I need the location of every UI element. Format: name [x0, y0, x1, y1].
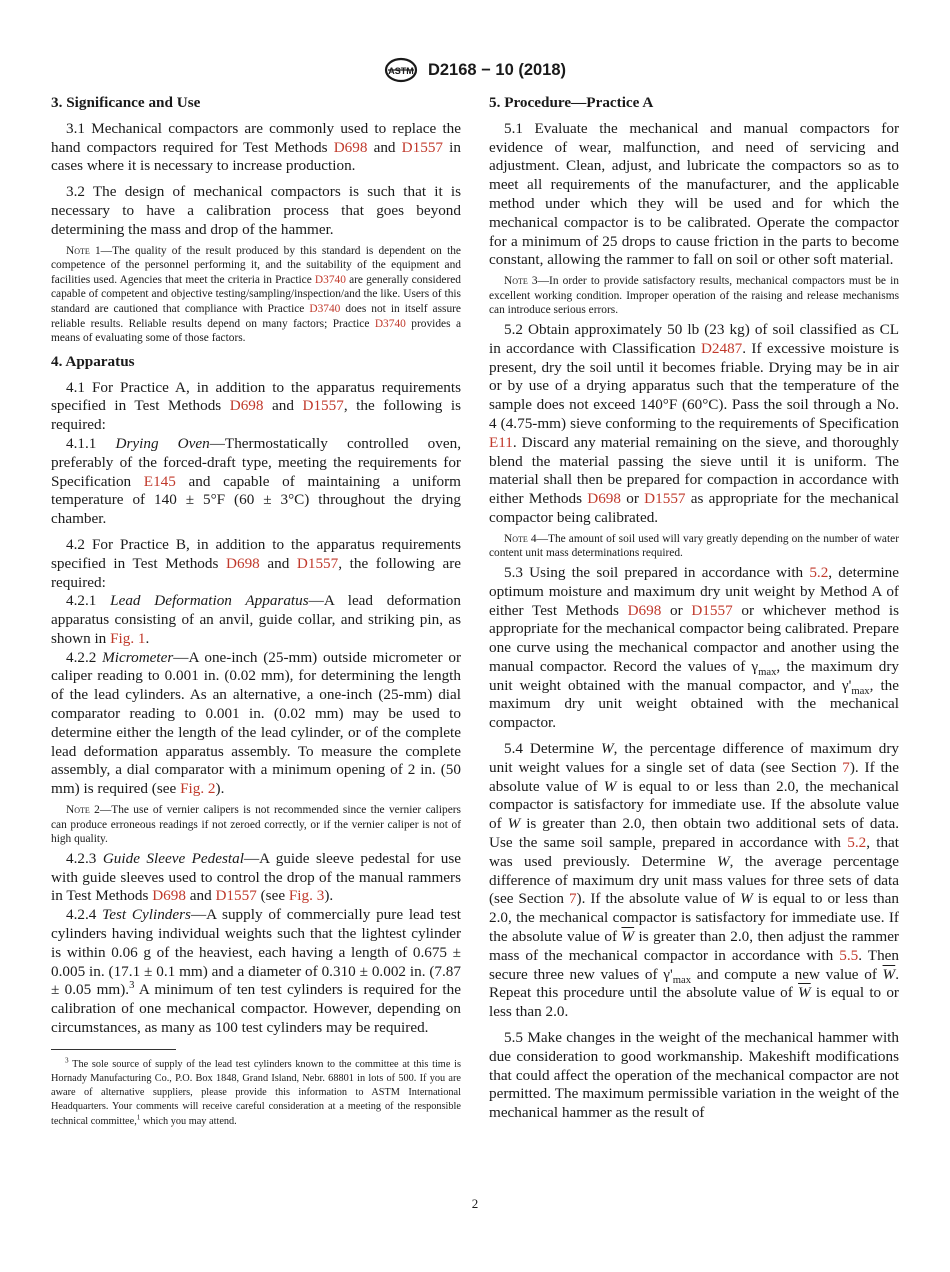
section-4-heading: 4. Apparatus: [51, 352, 135, 370]
ref-d698[interactable]: D698: [229, 397, 264, 415]
ref-fig-2[interactable]: Fig. 2: [180, 780, 216, 798]
ref-d3740[interactable]: D3740: [309, 302, 341, 315]
para-3-2: 3.2 The design of mechanical compactors is such that it is necessary to have a calibration process that goes beyond determining the mass and drop of the hammer.: [51, 183, 461, 238]
footnote-3: $^3$ The sole source of supply of the lead test cylinders known to the committee at this time is Hornady Manufacturing Co., P.O. Box 1848, Grand Island, Nebr. 68801 in lots of 500. If you are aware of alternative suppliers, please provide this information to ASTM International Headquarters. Your comments will receive careful consideration at a meeting of the responsible technical committee,$^1$ which you may attend.: [51, 1056, 461, 1127]
logo-text: ASTM: [388, 66, 414, 76]
footnote-ref-3: 3: [129, 980, 135, 992]
para-5-1: 5.1 Evaluate the mechanical and manual compactors for evidence of wear, malfunction, and need of servicing and adjustment. Clean, adjust, and lubricate the compactors so as to meet all requirements of the manufacturer, and the applicable method under which they will be used and for which the mechanical compactor is to be calibrated. Operate the compactor for a minimum of 25 drops to cause friction in the parts to become constant, allowing the rammer to fall on soil or other soft material.: [489, 119, 899, 269]
ref-d698[interactable]: D698: [226, 554, 260, 572]
para-4-2-1: 4.2.1 Lead Deformation Apparatus—A lead deformation apparatus consisting of an anvil, guide collar, and striking pin, as shown in Fig. 1.: [51, 592, 461, 647]
para-4-2-4: 4.2.4 Test Cylinders—A supply of commercially pure lead test cylinders having individual weights such that the lightest cylinder is within 0.06 g of the heaviest, each having a length of 0.675 ± 0.005 in. (17.1 ± 0.1 mm) and a diameter of 0.310 ± 0.002 in. (7.87 ± 0.05 mm).$^3$ A minimum of ten test cylinders is required for the calibration of one mechanical compactor. However, depending on circumstances, as many as 100 test cylinders may be required.: [51, 906, 462, 1037]
para-5-4: 5.4 Determine W, the percentage difference of maximum dry unit weight values for a single set of data (see Section 7). If the absolute value of W is equal to or less than 2.0, the mechanical compactor is satisfactory for immediate use. If the absolute value of W is greater than 2.0, then obtain two additional sets of data. Use the same soil sample, prepared in accordance with 5.2, that was used previously. Determine W, the average percentage difference of maximum dry unit mass values for three sets of data (see Section 7). If the absolute value of W is equal to or less than 2.0, the mechanical compactor is satisfactory for immediate use. If the absolute value of $\overline{W}$ is greater than 2.0, then adjust the rammer mass of the mechanical compactor in accordance with 5.5. Then secure three new values of $\gamma'_{max}$ and compute a new value of $\overline{W}$. Repeat this procedure until the absolute value of $\overline{W}$ is equal to or less than 2.0.: [489, 740, 900, 1021]
standard-designation: D2168 − 10 (2018): [427, 60, 567, 79]
page-number: 2: [471, 1196, 479, 1211]
ref-d1557[interactable]: D1557: [691, 601, 733, 619]
note-3: Note 3—In order to provide satisfactory results, mechanical compactors must be in excellent working condition. Improper operation of the raising and release mechanisms can introduce serious errors.: [489, 275, 899, 317]
ref-d698[interactable]: D698: [152, 887, 186, 905]
ref-d698[interactable]: D698: [587, 490, 621, 508]
para-4-2-3: 4.2.3 Guide Sleeve Pedestal—A guide sleeve pedestal for use with guide sleeves used to control the drop of the manual rammers in Test Methods D698 and D1557 (see Fig. 3).: [51, 849, 461, 905]
ref-section-5-2[interactable]: 5.2: [847, 834, 867, 852]
para-4-2-2: 4.2.2 Micrometer—A one-inch (25-mm) outside micrometer or caliper reading to 0.001 in. (0.02 mm), for determining the length of the lead cylinders. As an alternative, a one-inch (25-mm) dial comparator reading to 0.001 in. (0.02 mm) may be used to determine either the length of the lead cylinder, or of the complete lead deformation apparatus assembly. To measure the complete assembly, a dial comparator with a minimum opening of 2 in. (50 mm) is required (see Fig. 2).: [51, 648, 462, 798]
ref-fig-1[interactable]: Fig. 1: [110, 629, 146, 647]
ref-d698[interactable]: D698: [333, 138, 368, 156]
section-5-heading: 5. Procedure—Practice A: [489, 94, 654, 111]
ref-e145[interactable]: E145: [143, 472, 176, 490]
para-5-5: 5.5 Make changes in the weight of the mechanical hammer with due consideration to good workmanship. Makeshift modifications that could affect the operation of the mechanical compactor are not permitted. The maximum permissible variation in the weight of the mechanical hammer as the result of: [489, 1029, 899, 1122]
ref-fig-3[interactable]: Fig. 3: [288, 887, 325, 905]
ref-d1557[interactable]: D1557: [215, 887, 257, 905]
para-3-1: 3.1 Mechanical compactors are commonly used to replace the hand compactors required for Test Methods D698 and D1557 in cases where it is necessary to increase production.: [51, 119, 461, 175]
ref-d1557[interactable]: D1557: [296, 554, 339, 572]
ref-d3740[interactable]: D3740: [374, 317, 406, 330]
note-1: Note 1—The quality of the result produced by this standard is dependent on the competence of the personnel performing it, and the suitability of the equipment and facilities used. Agencies that meet the criteria in Practice D3740 are generally considered capable of competent and objective testing/sampling/inspection/and the like. Users of this standard are cautioned that compliance with Practice D3740 does not in itself assure reliable results. Reliable results depend on many factors; Practice D3740 provides a means of evaluating some of those factors.: [51, 244, 462, 345]
para-5-3: 5.3 Using the soil prepared in accordance with 5.2, determine optimum moisture and maximum dry unit weight by Method A of either Test Methods D698 or D1557 or whichever method is appropriate for the mechanical compactor being calibrated. Prepare one curve using the mechanical compactor and another using the manual compactor. Record the values of $\gamma_{max}$, the maximum dry unit weight obtained with the manual compactor, and $\gamma'_{max}$, the maximum dry unit weight obtained with the mechanical compactor.: [489, 563, 900, 732]
ref-d1557[interactable]: D1557: [302, 397, 344, 415]
ref-d2487[interactable]: D2487: [700, 339, 743, 357]
ref-section-5-5[interactable]: 5.5: [839, 946, 859, 964]
ref-d1557[interactable]: D1557: [401, 138, 444, 156]
ref-section-7[interactable]: 7: [568, 890, 577, 908]
note-4: Note 4—The amount of soil used will vary greatly depending on the number of water content unit mass determinations required.: [489, 532, 900, 560]
ref-section-7[interactable]: 7: [842, 758, 850, 776]
right-column: [489, 94, 899, 1123]
para-5-2: 5.2 Obtain approximately 50 lb (23 kg) of soil classified as CL in accordance with Classification D2487. If excessive moisture is present, dry the soil until it becomes friable. Drying may be in air or by use of a drying apparatus such that the temperature of the sample does not exceed 140°F (60°C). Pass the soil through a No. 4 (4.75-mm) sieve conforming to the requirements of Specification E11. Discard any material remaining on the sieve, and thoroughly blend the material passing the sieve until it is uniform. The material shall then be prepared for compaction in accordance with either Methods D698 or D1557 as appropriate for the mechanical compactor being calibrated.: [489, 320, 900, 526]
section-3-heading: 3. Significance and Use: [51, 94, 201, 111]
footnote-divider: [51, 1049, 176, 1050]
ref-d698[interactable]: D698: [627, 601, 662, 619]
left-column: [51, 94, 461, 1129]
page-header: [0, 57, 950, 83]
note-2: Note 2—The use of vernier calipers is not recommended since the vernier calipers can produce erroneous readings if not zeroed correctly, or if the vernier caliper is not of high quality.: [51, 804, 461, 846]
para-4-1-1: 4.1.1 Drying Oven—Thermostatically controlled oven, preferably of the forced-draft type, meeting the requirements for Specification E145 and capable of maintaining a uniform temperature of 140 ± 5°F (60 ± 3°C) throughout the drying chamber.: [51, 434, 461, 528]
ref-section-5-2[interactable]: 5.2: [809, 563, 829, 581]
para-4-2: 4.2 For Practice B, in addition to the apparatus requirements specified in Test Methods D698 and D1557, the following are required:: [51, 535, 462, 591]
astm-logo: [384, 57, 418, 83]
ref-d1557[interactable]: D1557: [644, 490, 686, 508]
ref-d3740[interactable]: D3740: [314, 273, 346, 286]
para-4-1: 4.1 For Practice A, in addition to the apparatus requirements specified in Test Methods D698 and D1557, the following is required:: [51, 378, 461, 434]
ref-e11[interactable]: E11: [489, 433, 513, 451]
